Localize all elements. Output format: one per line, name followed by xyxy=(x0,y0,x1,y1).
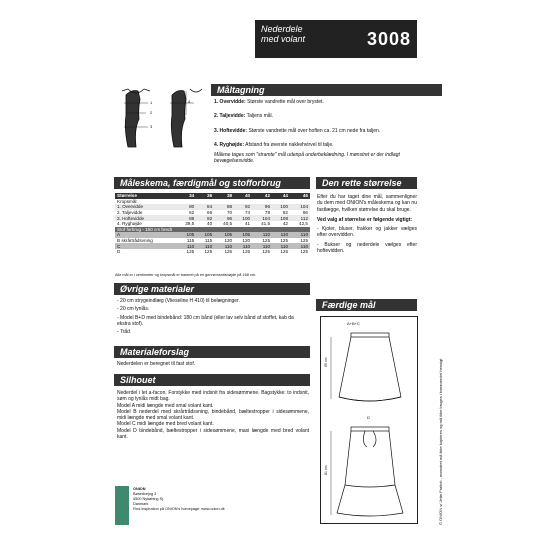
table-cell: 104 xyxy=(252,215,272,221)
svg-text:1: 1 xyxy=(150,100,153,105)
svg-text:3: 3 xyxy=(150,124,153,129)
paragraph: Model C midi længde med bred volant kant. xyxy=(117,421,214,428)
table-cell: 110 xyxy=(290,232,310,238)
table-cell: 125 xyxy=(280,249,288,255)
pattern-number: 3008 xyxy=(366,29,411,49)
measure-text: Afstand fra øverste nakkehvirvel til talje. xyxy=(245,141,334,148)
table-header-cell: 38 xyxy=(214,193,234,199)
table-cell: 1. Overvidde xyxy=(115,204,176,210)
size-table xyxy=(115,193,310,255)
table-cell: 125 xyxy=(242,249,251,255)
table-cell: 4. Ryghøjde xyxy=(117,221,142,227)
silhouet-text xyxy=(117,390,309,440)
table-subheading: Stof forbrug - 150 cm bredt xyxy=(115,227,310,233)
table-cell: 104 xyxy=(290,204,310,210)
table-cell: 40 xyxy=(207,221,213,227)
length-label-1: 69 cm xyxy=(324,357,328,367)
table-cell: 115 xyxy=(204,238,213,244)
list-item: - Bukser og nederdele vælges efter hoftevidden. xyxy=(317,241,417,255)
table-cell: B skrårtrådsvning xyxy=(117,238,153,244)
drawing-label-top: A+B+C xyxy=(347,321,360,326)
ovrige-list xyxy=(117,298,307,335)
table-cell: 86 xyxy=(302,210,308,216)
table-cell: 120 xyxy=(242,238,251,244)
measure-label: 2. Taljevidde: xyxy=(214,113,246,120)
table-cell: 110 xyxy=(176,243,196,249)
table-footnote: Alle mål er i centimeter og kropsmål er baseret på en gennemsnitshøjde på 168 cm. xyxy=(115,273,256,277)
table-cell: 115 xyxy=(186,238,195,244)
table-cell: 70 xyxy=(226,210,233,216)
table-cell: 125 xyxy=(204,249,213,255)
measure-text: Største vandrette mål over hoften ca. 21 cm nede fra taljen. xyxy=(248,127,381,134)
table-cell: 110 xyxy=(252,243,272,249)
table-header-cell: 34 xyxy=(176,193,196,199)
table-cell: 105 xyxy=(234,232,252,238)
body-figure-illustration xyxy=(118,85,210,150)
table-cell: 96 xyxy=(252,204,272,210)
table-cell: 80 xyxy=(176,204,196,210)
den-rette-text xyxy=(317,194,417,254)
table-cell: 110 xyxy=(252,232,272,238)
section-heading-materialeforslag: Materialeforslag xyxy=(115,346,310,358)
measure-note: Målene tages som "stramte" mål udenpå underbeklædning. I mønstret er der indlagt bevægelsesvidde. xyxy=(214,152,400,165)
table-cell: 112 xyxy=(290,215,310,221)
list-item: - 20 cm strygeindlæg (Vlieseline H 410) til belægninger. xyxy=(117,298,240,304)
svg-text:4: 4 xyxy=(188,99,191,104)
table-row xyxy=(115,249,310,255)
table-cell: 3. Hoftevidde xyxy=(115,215,176,221)
table-cell: 110 xyxy=(272,243,290,249)
measure-text: Største vandrette mål over brystet. xyxy=(247,99,324,105)
table-cell: 40,5 xyxy=(223,221,233,227)
table-cell: 62 xyxy=(189,210,195,216)
pattern-header xyxy=(255,20,417,58)
length-label-2: 81 cm xyxy=(324,465,328,475)
table-cell: 125 xyxy=(280,238,288,244)
table-cell: 125 xyxy=(186,249,195,255)
table-cell: 88 xyxy=(176,215,196,221)
table-cell: 110 xyxy=(234,243,252,249)
paragraph: Model B nederdel med skrårtrådsvning, bindebånd, bæltestropper i sidesømmene, midi længde med smal volant kant. xyxy=(117,408,309,422)
list-item: - 20 cm lynlås. xyxy=(117,306,150,313)
list-item: - Model B+D med bindebånd: 180 cm bånd (eller lav selv bånd af stoffet, kab da ekstra stof). xyxy=(117,314,294,327)
address-line: Danmark xyxy=(133,502,149,506)
table-cell: 41,5 xyxy=(261,221,271,227)
materialeforslag-text: Nederdelen er beregnet til fast stof. xyxy=(117,361,196,367)
table-cell: 39,5 xyxy=(185,221,195,227)
table-cell: 125 xyxy=(300,238,308,244)
table-cell: 2. Taljevidde xyxy=(117,210,143,216)
table-cell: 110 xyxy=(214,243,234,249)
table-cell: 82 xyxy=(282,210,288,216)
list-item: - Kjoler, bluser, frakker og jakker vælges efter overvidden. xyxy=(317,226,417,239)
section-heading-maaleskema: Måleskema, færdigmål og stofforbrug xyxy=(115,177,310,189)
table-cell: 125 xyxy=(262,238,271,244)
section-heading-maaltagning: Måltagning xyxy=(212,84,442,96)
address-line: Bøsedvejng 3 xyxy=(133,492,157,496)
footer-address xyxy=(133,487,225,512)
table-cell: 42,5 xyxy=(299,221,308,227)
table-cell: 66 xyxy=(207,210,213,216)
address-line: 4500 Nykøbing Sj xyxy=(133,497,163,501)
paragraph-bold: Ved valg af størrelse er følgende vigtigt: xyxy=(317,216,413,223)
table-header-cell: Størrelse xyxy=(115,193,176,199)
section-heading-den-rette: Den rette størrelse xyxy=(317,177,417,189)
maaltagning-list xyxy=(214,99,440,165)
table-cell: 125 xyxy=(262,249,271,255)
paragraph: Efter du har taget dine mål, sammenligner du dem med ONION's måleskema og kan nu fastlægge, hvilken størrelse du skal bruge. xyxy=(317,194,417,213)
paragraph: Nederdel i let a-facon. Forstykke med indsnit fra sidesømmene. Bagstykke: to indsnit, søm og lynlås midt bag. xyxy=(117,390,309,403)
size-table-wrapper xyxy=(115,193,310,255)
table-cell: 108 xyxy=(272,215,290,221)
measure-label: 4. Ryghøjde: xyxy=(214,141,245,148)
list-item: - Tråd. xyxy=(117,329,132,336)
section-heading-faerdige: Færdige mål xyxy=(317,299,417,311)
table-cell: 74 xyxy=(244,210,251,216)
measure-label: 1. Overvidde: xyxy=(214,99,246,105)
table-cell: 110 xyxy=(196,243,214,249)
table-header-cell: 44 xyxy=(272,193,290,199)
table-cell: C xyxy=(115,243,176,249)
table-header-cell: 40 xyxy=(234,193,252,199)
table-cell: 110 xyxy=(290,243,310,249)
pattern-title: Nederdele med volant xyxy=(261,24,306,44)
table-subheading: Kropsmål: xyxy=(117,198,138,204)
measure-label: 3. Hoftevidde: xyxy=(214,127,248,134)
table-cell: 120 xyxy=(224,238,233,244)
table-header-cell: 36 xyxy=(196,193,214,199)
drawing-label-bottom: D xyxy=(367,415,370,420)
table-cell: A xyxy=(115,232,176,238)
table-cell: 41 xyxy=(244,221,251,227)
table-cell: D xyxy=(117,249,121,255)
svg-text:2: 2 xyxy=(150,110,153,115)
table-cell: 88 xyxy=(214,204,234,210)
copyright-vertical xyxy=(436,300,444,530)
copyright-text: © ONION v/ Jette Frølich - mønstret må ikke kopieres og må ikke bruges i kommerciel hensigt xyxy=(438,358,443,525)
table-cell: 100 xyxy=(272,204,290,210)
table-cell: 92 xyxy=(234,204,252,210)
skirt-drawings xyxy=(321,317,417,523)
table-cell: 105 xyxy=(214,232,234,238)
finished-measures-box xyxy=(320,316,418,524)
homepage-line: Find inspiration på ONION's homepage: www.onion.dk xyxy=(133,507,225,511)
section-heading-ovrige: Øvrige materialer xyxy=(115,283,310,295)
table-cell: 125 xyxy=(224,249,233,255)
table-cell: 110 xyxy=(272,232,290,238)
paragraph: Model A midi længde med smal volant kant. xyxy=(117,402,214,409)
table-header-cell: 42 xyxy=(252,193,272,199)
table-cell: 92 xyxy=(196,215,214,221)
table-cell: 100 xyxy=(234,215,252,221)
section-heading-silhouet: Silhouet xyxy=(115,374,310,386)
table-header-cell: 46 xyxy=(290,193,310,199)
paragraph: Model D bindebånd, bæltestropper i sidesømmene, maxi længde med bred volant kant. xyxy=(117,427,309,441)
table-cell: 105 xyxy=(196,232,214,238)
table-cell: 105 xyxy=(176,232,196,238)
table-cell: 78 xyxy=(264,210,271,216)
brand-name: ONION xyxy=(133,487,146,491)
table-cell: 125 xyxy=(300,249,308,255)
measure-text: Taljens mål. xyxy=(246,113,274,120)
brand-color-block xyxy=(115,486,129,525)
table-cell: 84 xyxy=(196,204,214,210)
table-cell: 96 xyxy=(214,215,234,221)
table-cell: 42 xyxy=(282,221,288,227)
